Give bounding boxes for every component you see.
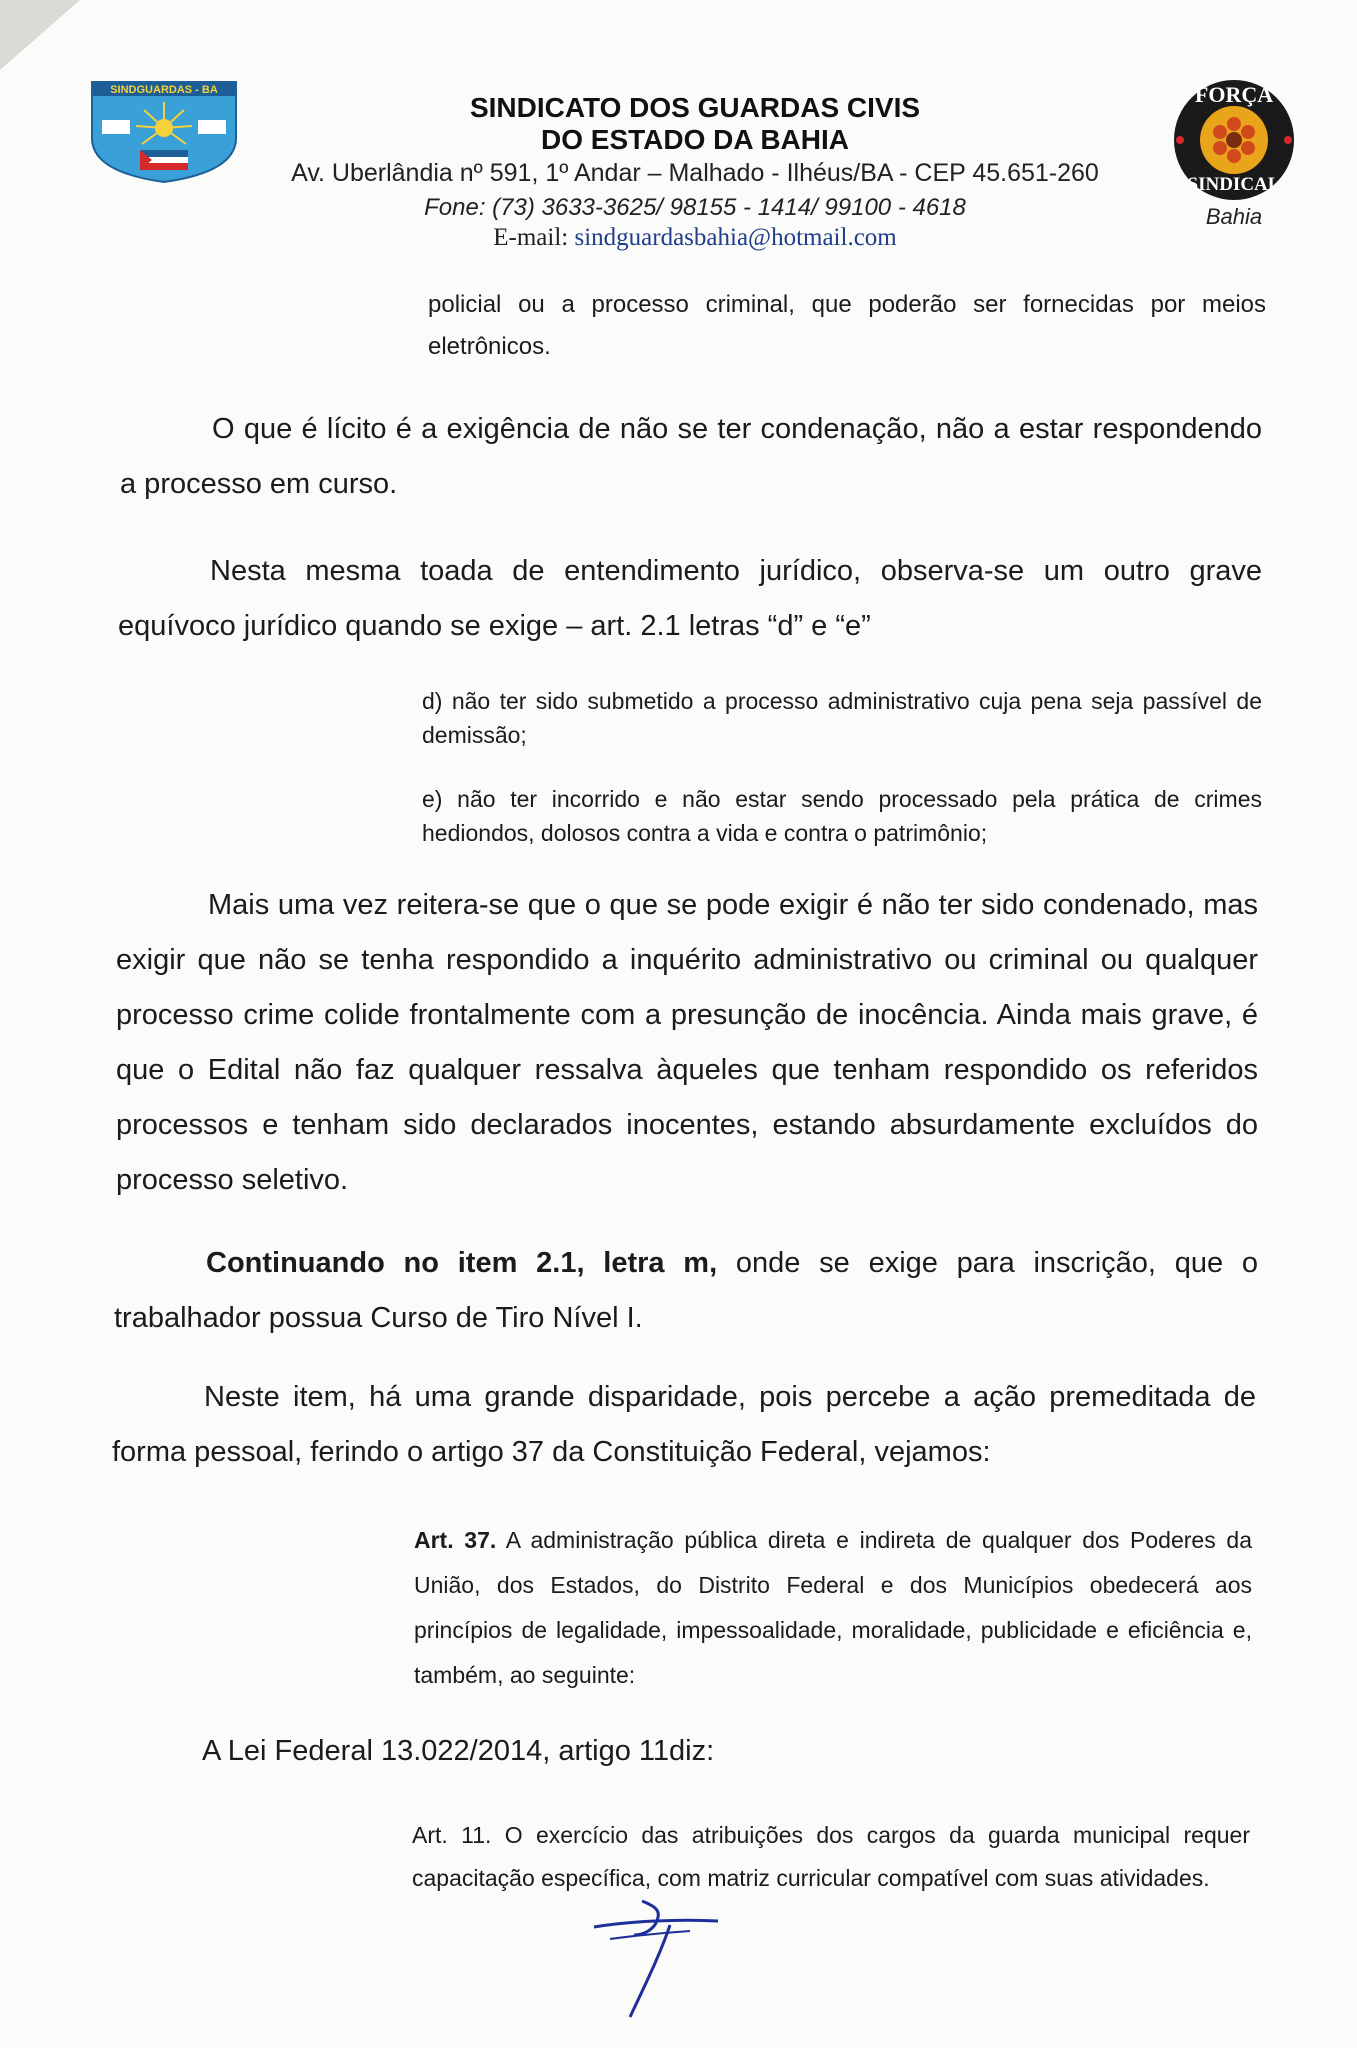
scan-shadow-corner — [0, 0, 80, 80]
paragraph-5: Neste item, há uma grande disparidade, pois percebe a ação premeditada de forma pessoal, ferindo o artigo 37 da Constituição Federal, vejamos: — [112, 1381, 1256, 1468]
quote-item-e: e) não ter incorrido e não estar sendo processado pela prática de crimes hediondos, dolosos contra a vida e contra o patrimônio; — [422, 786, 1262, 846]
right-logo-top-text: FORÇA — [1194, 82, 1274, 107]
org-name-line1: SINDICATO DOS GUARDAS CIVIS — [469, 92, 921, 123]
paragraph-1: O que é lícito é a exigência de não se ter condenação, não a estar respondendo a processo em curso. — [120, 413, 1262, 500]
paragraph-4-bold: Continuando no item 2.1, letra m, — [206, 1247, 718, 1279]
sindguardas-logo — [88, 80, 240, 184]
paragraph-4-rest: onde se exige para inscrição, que o trabalhador possua Curso de Tiro Nível I. — [114, 1247, 1258, 1334]
paragraph-3: Mais uma vez reitera-se que o que se pode exigir é não ter sido condenado, mas exigir que não se tenha respondido a inquérito administrativo ou criminal ou qualquer processo crime colide frontalmente com a presunção de inocência. Ainda mais grave, é que o Edital não faz qualquer ressalva àqueles que tenham respondido os referidos processos e tenham sido declarados inocentes, estando absurdamente excluídos do processo seletivo. — [116, 889, 1258, 1196]
right-logo-bottom-text: SINDICAL — [1187, 174, 1281, 195]
article-11-quote: Art. 11. O exercício das atribuições dos cargos da guarda municipal requer capacitação específica, com matriz curricular compatível com suas atividades. — [412, 1822, 1250, 1891]
org-name-line2: DO ESTADO DA BAHIA — [541, 124, 849, 155]
quote-item-d: d) não ter sido submetido a processo administrativo cuja pena seja passível de demissão; — [422, 688, 1262, 748]
handwritten-initials — [590, 1895, 730, 2025]
quote-continuation: policial ou a processo criminal, que poderão ser fornecidas por meios eletrônicos. — [428, 291, 1266, 360]
article-37-quote — [414, 1518, 1252, 1698]
org-phones: Fone: (73) 3633-3625/ 98155 - 1414/ 99100 - 4618 — [424, 194, 966, 221]
email-link[interactable]: sindguardasbahia@hotmail.com — [574, 224, 897, 251]
article-37-text: A administração pública direta e indireta de qualquer dos Poderes da União, dos Estados, do Distrito Federal e dos Municípios obedecerá aos princípios de legalidade, impessoalidade, moralidade, publicidade e eficiência e, também, ao seguinte: — [414, 1527, 1252, 1688]
paragraph-2: Nesta mesma toada de entendimento jurídico, observa-se um outro grave equívoco jurídico quando se exige – art. 2.1 letras “d” e “e” — [118, 555, 1262, 642]
paragraph-4 — [114, 1236, 1258, 1346]
paragraph-6: A Lei Federal 13.022/2014, artigo 11diz: — [202, 1735, 715, 1767]
left-logo-text: SINDGUARDAS - BA — [110, 84, 218, 96]
forca-sindical-logo — [1158, 78, 1310, 228]
right-logo-caption: Bahia — [1205, 204, 1263, 228]
article-37-label: Art. 37. — [414, 1527, 497, 1553]
org-address: Av. Uberlândia nº 591, 1º Andar – Malhado - Ilhéus/BA - CEP 45.651-260 — [291, 159, 1099, 187]
email-label: E-mail: — [493, 224, 575, 251]
org-email-line — [280, 224, 1110, 252]
